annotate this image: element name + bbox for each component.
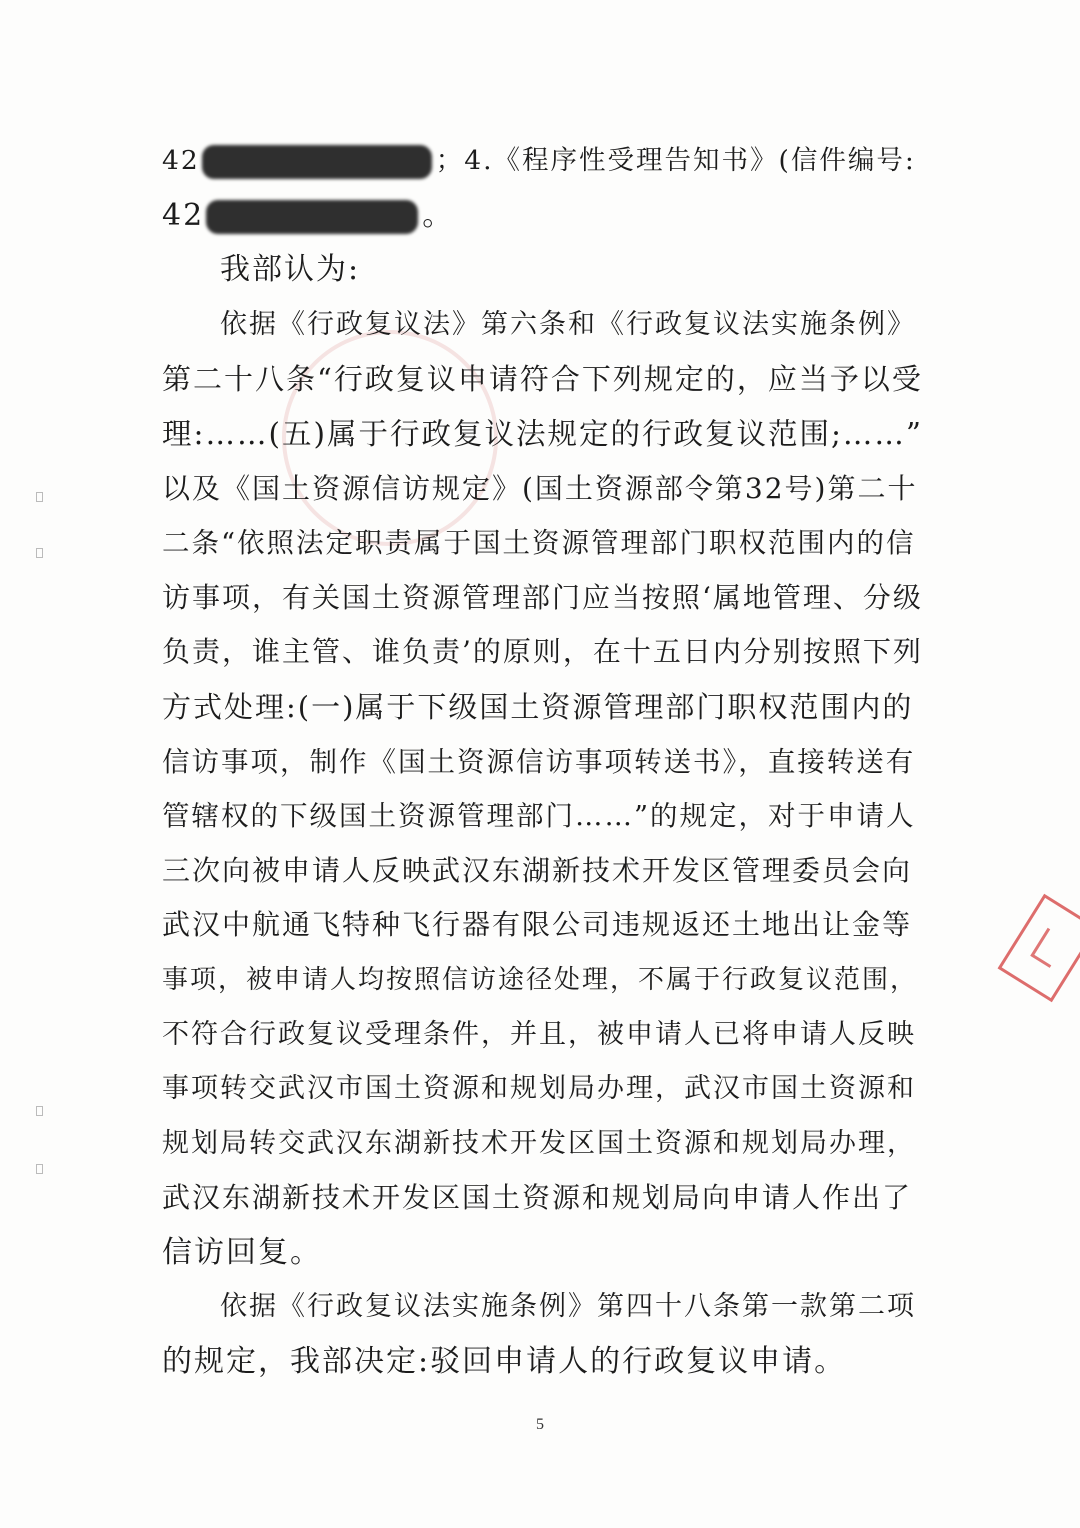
text-line <box>162 1335 922 1390</box>
text-line <box>162 1280 922 1335</box>
text-line <box>162 1171 922 1226</box>
line-text: 规划局转交武汉东湖新技术开发区国土资源和规划局办理， <box>162 1127 916 1159</box>
text-line <box>162 352 922 407</box>
text-line <box>162 953 922 1008</box>
text-line <box>162 625 922 680</box>
text-line <box>162 1117 922 1172</box>
line-text: 以及《国土资源信访规定》(国土资源部令第32号)第二十 <box>162 471 918 505</box>
decision-text: 的规定，我部决定:驳回申请人的行政复议申请。 <box>162 1344 847 1380</box>
text-line <box>162 680 922 735</box>
line-text: 事项，被申请人均按照信访途径处理，不属于行政复议范围， <box>162 964 919 995</box>
line-text: 。 <box>422 197 455 233</box>
binding-hole-mark <box>36 548 43 558</box>
text-line <box>162 898 922 953</box>
redaction-block <box>206 200 418 234</box>
redaction-block <box>202 145 432 179</box>
body-text <box>162 134 922 1390</box>
binding-hole-mark <box>36 1164 43 1174</box>
line-text: 三次向被申请人反映武汉东湖新技术开发区管理委员会向 <box>162 853 913 887</box>
text-line <box>162 298 922 353</box>
line-text: 负责，谁主管、谁负责’的原则，在十五日内分别按照下列 <box>162 635 923 669</box>
page-number: 5 <box>536 1416 544 1433</box>
line-text: 访事项，有关国土资源管理部门应当按照‘属地管理、分级 <box>162 580 923 614</box>
text-line <box>162 462 922 517</box>
line-text: 二条“依照法定职责属于国土资源管理部门职权范围内的信 <box>162 527 916 560</box>
line-text: 方式处理:(一)属于下级国土资源管理部门职权范围内的 <box>162 689 914 724</box>
seam-seal-mark <box>998 894 1080 1003</box>
line-text: 信访事项，制作《国土资源信访事项转送书》，直接转送有 <box>162 745 916 778</box>
line-text: 武汉中航通飞特种飞行器有限公司违规返还土地出让金等 <box>162 908 913 942</box>
binding-hole-mark <box>36 1106 43 1116</box>
text-line <box>162 407 922 462</box>
text-line <box>162 571 922 626</box>
line-text: 信访回复。 <box>162 1234 322 1270</box>
line-text: 不符合行政复议受理条件，并且，被申请人已将申请人反映 <box>162 1018 916 1050</box>
line-text: 理:……(五)属于行政复议法规定的行政复议范围;……” <box>162 416 923 451</box>
text-line <box>162 735 922 790</box>
letter-number-prefix: 42 <box>162 145 200 176</box>
text-line <box>162 1008 922 1063</box>
line-text: 武汉东湖新技术开发区国土资源和规划局向申请人作出了 <box>162 1181 913 1215</box>
line-text: 管辖权的下级国土资源管理部门……”的规定，对于申请人 <box>162 800 916 833</box>
letter-number-prefix: 42 <box>162 197 205 233</box>
line-text: 事项转交武汉市国土资源和规划局办理，武汉市国土资源和 <box>162 1073 916 1105</box>
text-line <box>162 789 922 844</box>
binding-hole-mark <box>36 492 43 502</box>
line-text: 第二十八条“行政复议申请符合下列规定的，应当予以受 <box>162 362 923 397</box>
paragraph-heading: 我部认为: <box>220 252 361 288</box>
text-line <box>162 844 922 899</box>
text-line <box>162 1226 922 1281</box>
text-line <box>162 189 922 244</box>
paragraph-start: 依据《行政复议法》第六条和《行政复议法实施条例》 <box>220 308 916 340</box>
text-line <box>162 1062 922 1117</box>
text-line <box>162 516 922 571</box>
paragraph-start: 依据《行政复议法实施条例》第四十八条第一款第二项 <box>220 1291 916 1323</box>
text-line <box>162 134 922 189</box>
text-line <box>162 243 922 298</box>
line-text: ；4.《程序性受理告知书》(信件编号: <box>435 145 916 176</box>
